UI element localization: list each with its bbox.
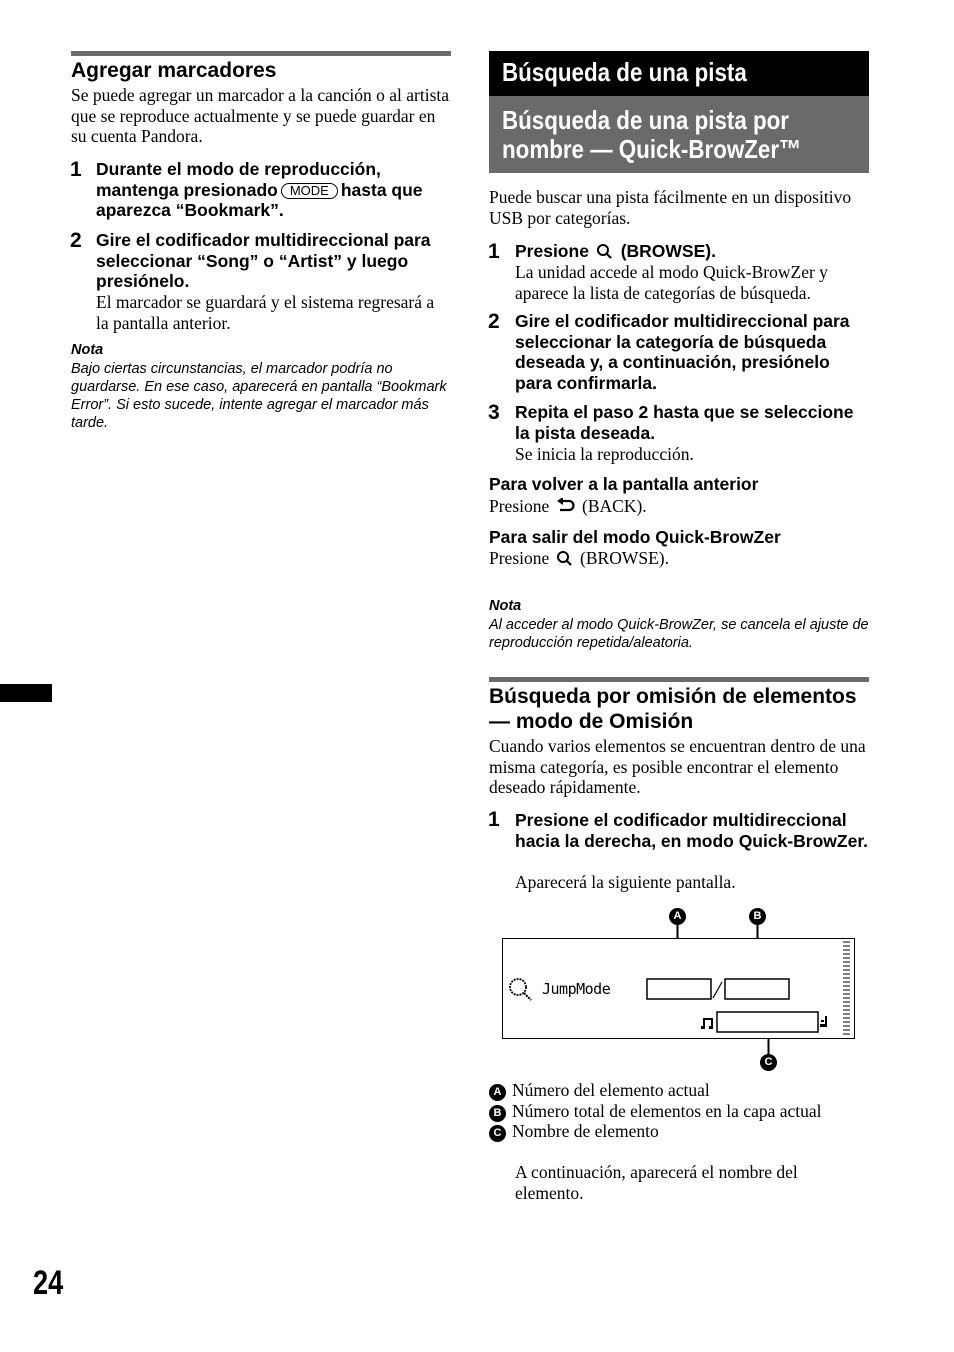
display-mode-label: JumpMode <box>542 980 611 998</box>
exit-text-part: Presione <box>489 548 550 568</box>
step-text: Presione el codificador multidireccional hacia la derecha, en modo Quick-BrowZer. <box>515 810 869 851</box>
page-title: Búsqueda de una pista <box>502 57 747 87</box>
back-icon <box>556 498 576 514</box>
step-number: 1 <box>488 240 500 263</box>
back-heading: Para volver a la pantalla anterior <box>489 474 759 494</box>
closing-text: A continuación, aparecerá el nombre del elemento. <box>515 1162 798 1203</box>
exit-text <box>489 548 669 569</box>
section-tab-marker <box>0 684 52 702</box>
callout-a: A <box>669 908 686 925</box>
nota-text: Al acceder al modo Quick-BrowZer, se cancela el ajuste de reproducción repetida/aleatoria. <box>489 617 869 651</box>
step-detail: Se inicia la reproducción. <box>515 444 694 464</box>
subtitle-banner <box>489 96 869 173</box>
heading-busqueda-omision: Búsqueda por omisión de elementos — modo de Omisión <box>489 685 857 733</box>
legend-item <box>489 1080 710 1101</box>
back-text-part: Presione <box>489 496 550 516</box>
legend-text: Nombre de elemento <box>512 1121 659 1141</box>
nota-title: Nota <box>71 342 104 358</box>
nota-title: Nota <box>489 598 522 614</box>
legend-text: Número del elemento actual <box>512 1080 710 1100</box>
step-text <box>515 241 870 262</box>
title-banner <box>489 51 869 96</box>
step-text: Repita el paso 2 hasta que se seleccione la pista deseada. <box>515 402 854 443</box>
heading-agregar-marcadores: Agregar marcadores <box>71 59 277 82</box>
step-detail: La unidad accede al modo Quick-BrowZer y aparece la lista de categorías de búsqueda. <box>515 262 828 303</box>
step-number: 1 <box>488 808 500 831</box>
step-text-part: Presione <box>515 241 589 261</box>
page-number: 24 <box>33 1264 64 1302</box>
step-text <box>96 159 451 221</box>
callout-c: C <box>760 1054 777 1071</box>
step-detail: El marcador se guardará y el sistema regresará a la pantalla anterior. <box>96 292 435 333</box>
legend-item <box>489 1101 822 1122</box>
search-icon <box>556 550 574 566</box>
mode-button-label: MODE <box>281 183 338 199</box>
legend-key: C <box>489 1125 506 1142</box>
jump-intro-text: Cuando varios elementos se encuentran dentro de una misma categoría, es posible encontrar el elemento deseado rápidamente. <box>489 736 866 797</box>
step-text-part: Durante el modo de reproducción, mantenga presionado <box>96 159 381 200</box>
back-text <box>489 496 647 517</box>
step-number: 1 <box>70 158 82 181</box>
legend-item <box>489 1121 659 1142</box>
legend-key: A <box>489 1084 506 1101</box>
nota-text: Bajo ciertas circunstancias, el marcador podría no guardarse. En ese caso, aparecerá en pantalla “Bookmark Error”. Si esto sucede, intente agregar el marcador más tarde. <box>71 361 447 431</box>
intro-text: Puede buscar una pista fácilmente en un dispositivo USB por categorías. <box>489 187 852 228</box>
step-detail: Aparecerá la siguiente pantalla. <box>515 872 736 892</box>
section-rule-right <box>489 677 869 682</box>
step-text: Gire el codificador multidireccional para seleccionar “Song” o “Artist” y luego presiónelo. <box>96 230 431 291</box>
back-text-part: (BACK). <box>582 496 647 516</box>
step-number: 3 <box>488 401 500 424</box>
step-text: Gire el codificador multidireccional para seleccionar la categoría de búsqueda deseada y, a continuación, presiónelo para confirmarla. <box>515 311 850 393</box>
section-title: Búsqueda de una pista por nombre — Quick-BrowZer™ <box>502 105 802 164</box>
section-rule-left <box>71 51 451 56</box>
search-icon <box>596 243 614 259</box>
callout-b: B <box>749 908 766 925</box>
exit-text-part: (BROWSE). <box>580 548 669 568</box>
legend-key: B <box>489 1105 506 1122</box>
step-number: 2 <box>488 310 500 333</box>
step-text-part: (BROWSE). <box>620 241 716 261</box>
step-number: 2 <box>70 229 82 252</box>
intro-text: Se puede agregar un marcador a la canción o al artista que se reproduce actualmente y se puede guardar en su cuenta Pandora. <box>71 85 450 146</box>
exit-heading: Para salir del modo Quick-BrowZer <box>489 527 781 547</box>
legend-text: Número total de elementos en la capa actual <box>512 1101 822 1121</box>
step-text-part: hasta que aparezca “Bookmark”. <box>96 179 423 220</box>
